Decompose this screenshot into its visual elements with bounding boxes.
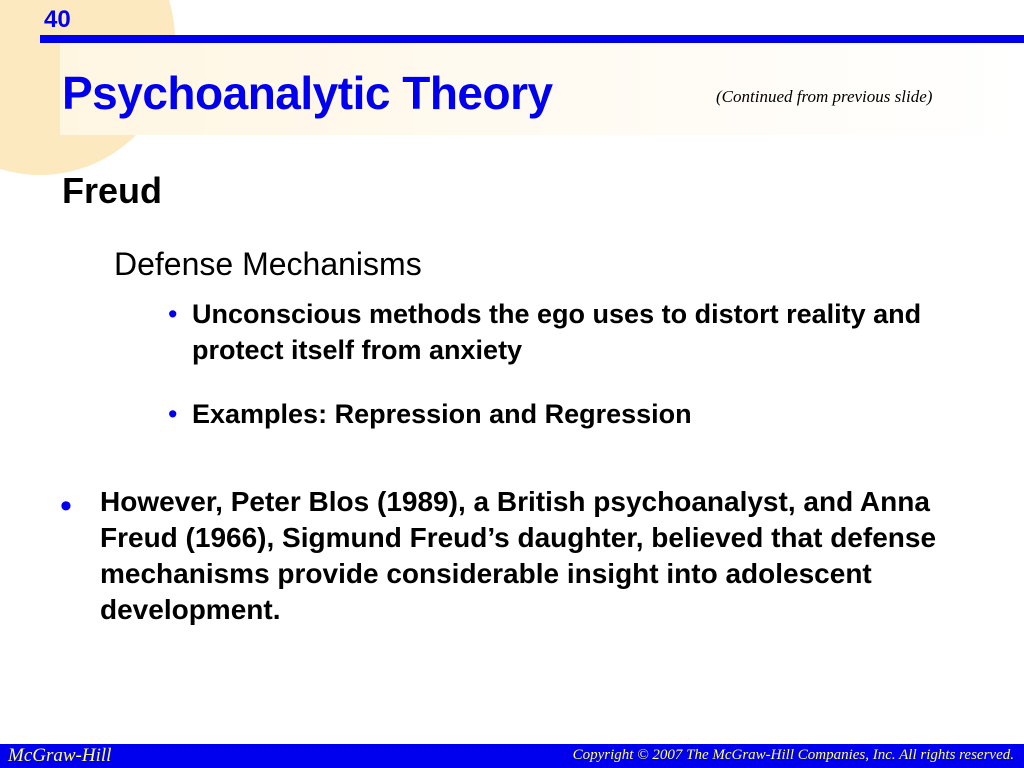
- publisher-name: McGraw-Hill: [8, 745, 112, 766]
- footer-bar: [0, 744, 1024, 768]
- slide-title: Psychoanalytic Theory: [62, 67, 553, 119]
- bullet-dot-icon: •: [168, 399, 178, 429]
- main-list-item: [60, 484, 970, 628]
- continued-note: (Continued from previous slide): [716, 87, 933, 106]
- section-heading: Freud: [62, 170, 163, 211]
- list-item: [168, 296, 952, 368]
- bullet-text: Unconscious methods the ego uses to distort reality and protect itself from anxiety: [192, 299, 922, 365]
- bullet-dot-icon: •: [60, 487, 72, 525]
- bullet-text: Examples: Repression and Regression: [192, 399, 692, 429]
- main-bullet-text: However, Peter Blos (1989), a British psychoanalyst, and Anna Freud (1966), Sigmund Freud’s daughter, believed that defense mechanisms provide considerable insight into adolescent development.: [100, 486, 937, 625]
- top-rule: [40, 35, 1024, 43]
- slide-number: 40: [44, 6, 71, 33]
- list-item: [168, 396, 952, 432]
- copyright-notice: Copyright © 2007 The McGraw-Hill Companies, Inc. All rights reserved.: [572, 747, 1014, 763]
- subsection-heading: Defense Mechanisms: [114, 246, 422, 282]
- bullet-dot-icon: •: [168, 299, 178, 329]
